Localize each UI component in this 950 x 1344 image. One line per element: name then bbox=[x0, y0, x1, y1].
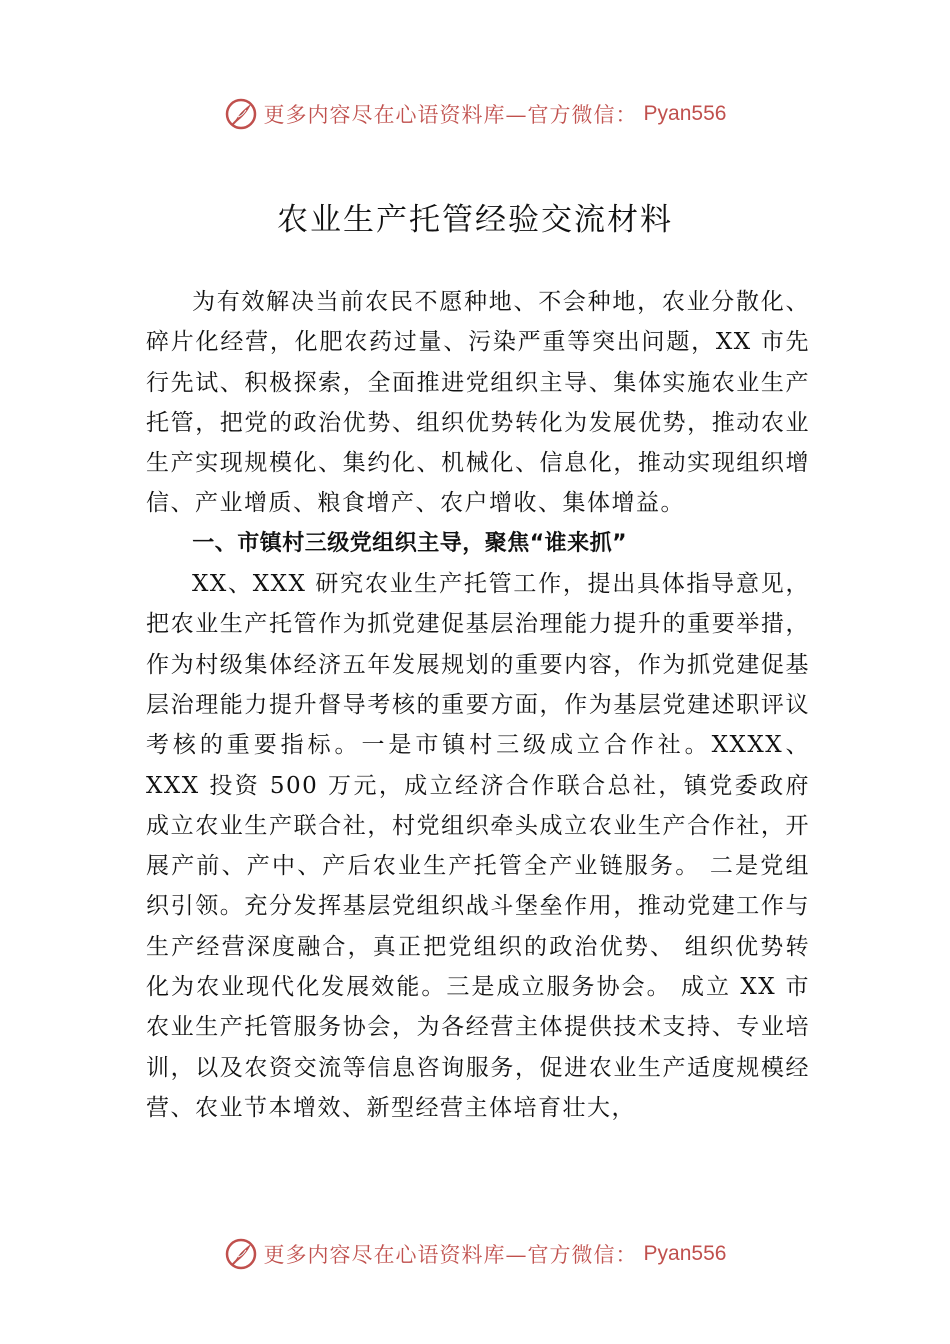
banner-text: 更多内容尽在心语资料库—官方微信： bbox=[263, 1243, 638, 1267]
feather-pen-logo-icon bbox=[224, 1237, 258, 1271]
section-1-paragraph: XX、XXX 研究农业生产托管工作，提出具体指导意见，把农业生产托管作为抓党建促基层治理能力提升的重要举措，作为村级集体经济五年发展规划的重要内容，作为抓党建促基层治理能力提升督导考核的重要方面，作为基层党建述职评议考核的重要指标。一是市镇村三级成立合作社。XXXX、XXX 投资 500 万元，成立经济合作联合总社，镇党委政府成立农业生产联合社，村党组织牵头成立农业生产合作社，开展产前、产中、产后农业生产托管全产业链服务。 二是党组织引领。充分发挥基层党组织战斗堡垒作用，推动党建工作与生产经营深度融合，真正把党组织的政治优势、 组织优势转化为农业现代化发展效能。三是成立服务协会。 成立 XX 市农业生产托管服务协会，为各经营主体提供技术支持、专业培训，以及农资交流等信息咨询服务，促进农业生产适度规模经营、农业节本增效、新型经营主体培育壮大， bbox=[146, 571, 810, 1121]
section-1-heading: 一、市镇村三级党组织主导，聚焦“谁来抓” bbox=[192, 530, 628, 556]
feather-pen-logo-icon bbox=[224, 97, 258, 131]
document-body bbox=[146, 282, 810, 1128]
banner-wechat-handle: Pyan556 bbox=[643, 1242, 727, 1265]
document-title: 农业生产托管经验交流材料 bbox=[277, 202, 673, 238]
banner-wechat-handle: Pyan556 bbox=[643, 102, 727, 125]
banner-text: 更多内容尽在心语资料库—官方微信： bbox=[263, 103, 638, 127]
footer-banner bbox=[0, 1234, 950, 1274]
header-banner bbox=[0, 94, 950, 134]
intro-paragraph: 为有效解决当前农民不愿种地、不会种地，农业分散化、碎片化经营，化肥农药过量、污染严重等突出问题，XX 市先行先试、积极探索，全面推进党组织主导、集体实施农业生产托管，把党的政治优势、组织优势转化为发展优势，推动农业生产实现规模化、集约化、机械化、信息化，推动实现组织增信、产业增质、粮食增产、农户增收、集体增益。 bbox=[146, 289, 810, 517]
